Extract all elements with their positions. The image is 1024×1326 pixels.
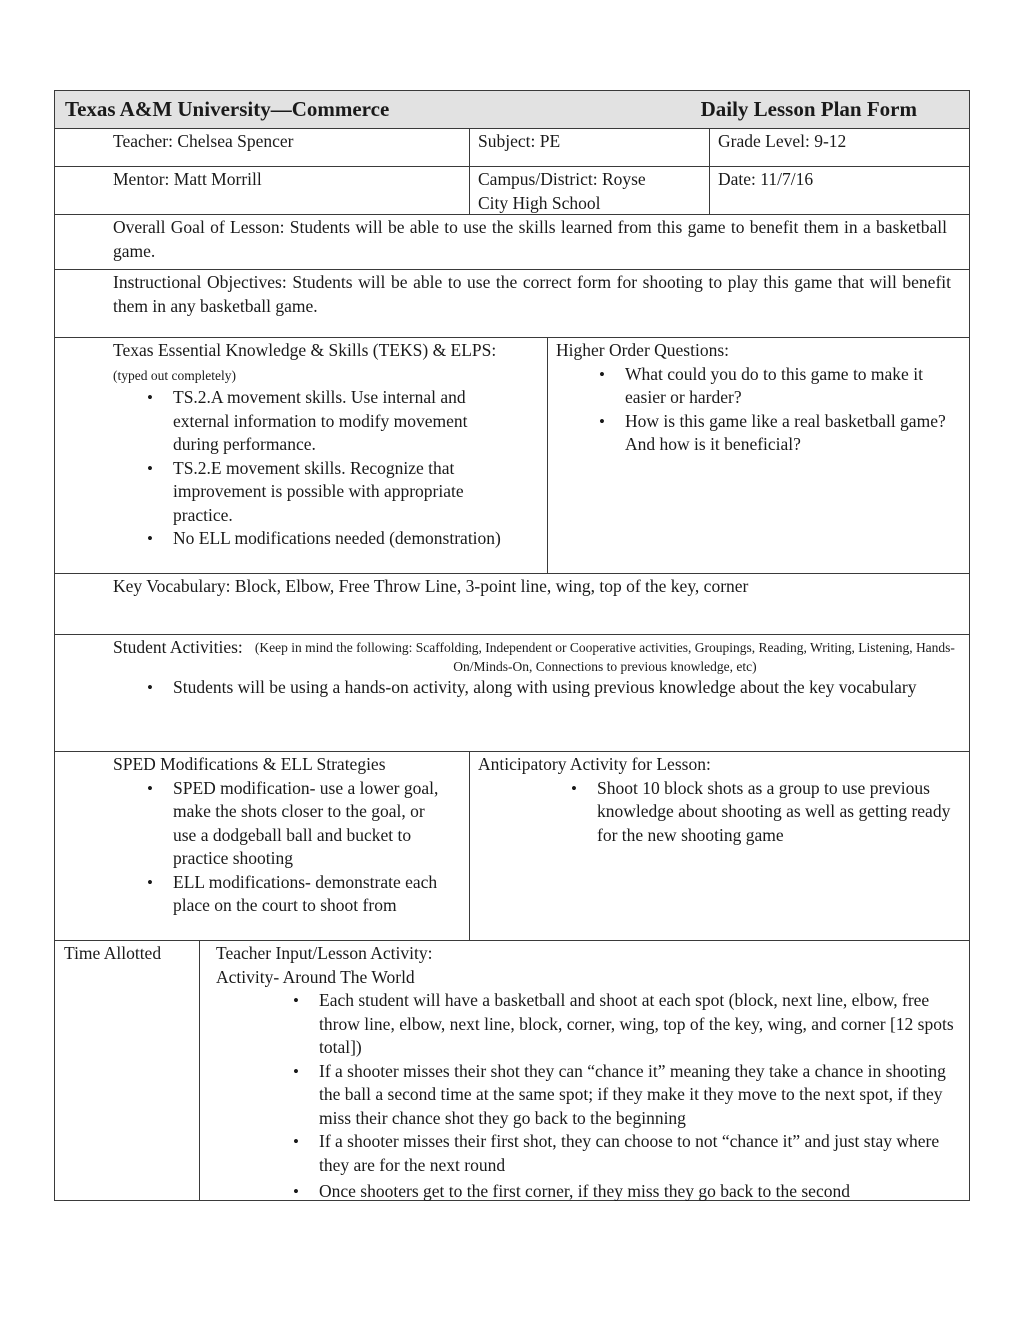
- goal-row: [55, 215, 969, 270]
- teacher-row: [55, 129, 969, 167]
- activities-list: [113, 676, 957, 700]
- list-item: • If a shooter misses their first shot, they can choose to not “chance it” and just stay where they are for the next round: [319, 1130, 959, 1177]
- list-item: • Shoot 10 block shots as a group to use previous knowledge about shooting as well as getting ready for the new shooting game: [597, 777, 959, 848]
- teks-heading: [113, 339, 517, 386]
- teks-note: (typed out completely): [113, 367, 236, 383]
- time-allotted-cell: Time Allotted: [55, 941, 200, 1200]
- teacher-field: Teacher: Chelsea Spencer: [55, 129, 470, 166]
- teks-list: [113, 386, 517, 551]
- vocabulary-row: [55, 574, 969, 635]
- list-item: • What could you do to this game to make it easier or harder?: [625, 363, 959, 410]
- list-item: • TS.2.A movement skills. Use internal and external information to modify movement during performance.: [173, 386, 517, 457]
- sped-list: [113, 777, 447, 918]
- sped-title: SPED Modifications & ELL Strategies: [113, 754, 386, 774]
- university-name: Texas A&M University—Commerce: [65, 96, 390, 121]
- list-item: • How is this game like a real basketball game? And how is it beneficial?: [625, 410, 959, 457]
- activities-heading: [113, 636, 957, 676]
- activities-title: Student Activities:: [113, 637, 243, 657]
- questions-list: [556, 363, 959, 457]
- lesson-goal: Overall Goal of Lesson: Students will be able to use the skills learned from this game to benefit them in a basketball game.: [113, 217, 947, 261]
- list-item: • SPED modification- use a lower goal, make the shots closer to the goal, or use a dodgeball ball and bucket to practice shooting: [173, 777, 447, 871]
- lesson-plan-form: [54, 90, 970, 1201]
- subject-field: Subject: PE: [470, 129, 710, 166]
- lesson-activity-name: Activity- Around The World: [216, 966, 415, 987]
- list-item: • Each student will have a basketball and shoot at each spot (block, next line, elbow, free throw line, elbow, next line, block, corner, wing, top of the key, wing, and corner [12 spots total]): [319, 989, 959, 1060]
- form-header: [55, 91, 969, 129]
- questions-title: Higher Order Questions:: [556, 340, 730, 360]
- date-field: Date: 11/7/16: [718, 169, 814, 189]
- mentor-field: Mentor: Matt Morrill: [55, 167, 470, 214]
- teks-cell: [55, 338, 548, 573]
- sped-row: [55, 752, 969, 941]
- campus-field: Campus/District: Royse City High School: [470, 167, 710, 214]
- objectives-row: [55, 270, 969, 338]
- activities-row: [55, 635, 969, 752]
- lesson-cell: [200, 941, 969, 1200]
- list-item: • Students will be using a hands-on activity, along with using previous knowledge about the key vocabulary: [173, 676, 957, 700]
- instructional-objectives: Instructional Objectives: Students will be able to use the correct form for shooting to play this game that will benefit them in any basketball game.: [113, 272, 951, 316]
- lesson-list: [216, 989, 959, 1204]
- list-item: • Once shooters get to the first corner, if they miss they go back to the second: [319, 1180, 959, 1204]
- grade-field: Grade Level: 9-12: [718, 131, 847, 151]
- questions-cell: [548, 338, 969, 573]
- form-title: Daily Lesson Plan Form: [700, 96, 917, 121]
- list-item: • If a shooter misses their shot they can “chance it” meaning they take a chance in shooting the ball a second time at the same spot; if they make it they move to the next spot, if they miss their chance shot they go back to the beginning: [319, 1060, 959, 1131]
- teks-row: [55, 338, 969, 574]
- anticipatory-list: [478, 777, 959, 848]
- mentor-row: [55, 167, 969, 215]
- lesson-row: [55, 941, 969, 1200]
- list-item: • TS.2.E movement skills. Recognize that improvement is possible with appropriate practice.: [173, 457, 517, 528]
- teks-title: Texas Essential Knowledge & Skills (TEKS) & ELPS:: [113, 340, 497, 360]
- key-vocabulary: Key Vocabulary: Block, Elbow, Free Throw Line, 3-point line, wing, top of the key, corner: [113, 576, 749, 596]
- list-item: • No ELL modifications needed (demonstration): [173, 527, 517, 551]
- lesson-title: Teacher Input/Lesson Activity:: [216, 943, 433, 963]
- anticipatory-title: Anticipatory Activity for Lesson:: [478, 754, 711, 774]
- activities-cell: [55, 635, 969, 751]
- activities-note: (Keep in mind the following: Scaffolding, Independent or Cooperative activities, Groupings, Reading, Writing, Listening, Hands-On/Minds-On, Connections to previous knowledge, etc): [254, 640, 955, 674]
- list-item: • ELL modifications- demonstrate each place on the court to shoot from: [173, 871, 447, 918]
- anticipatory-cell: [470, 752, 969, 940]
- sped-cell: [55, 752, 470, 940]
